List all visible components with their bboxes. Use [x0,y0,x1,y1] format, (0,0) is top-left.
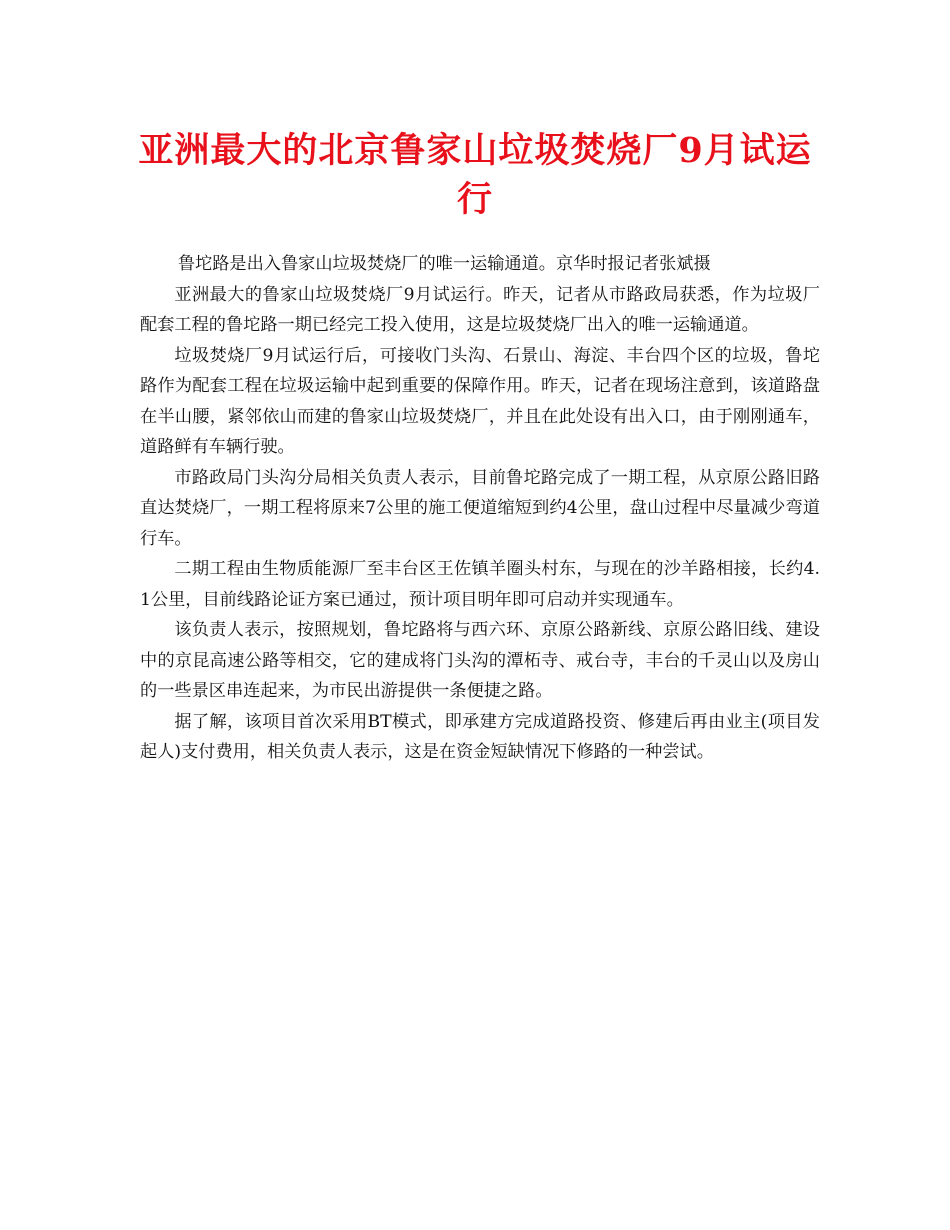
paragraph-bt-model: 据了解，该项目首次采用BT模式，即承建方完成道路投资、修建后再由业主(项目发起人)支付费用，相关负责人表示，这是在资金短缺情况下修路的一种尝试。 [140,711,820,762]
paragraph-intro: 亚洲最大的鲁家山垃圾焚烧厂9月试运行。昨天，记者从市路政局获悉，作为垃圾厂配套工程的鲁坨路一期已经完工投入使用，这是垃圾焚烧厂出入的唯一运输通道。 [140,284,820,335]
article-body [140,249,820,768]
paragraph-trial-operation: 垃圾焚烧厂9月试运行后，可接收门头沟、石景山、海淀、丰台四个区的垃圾，鲁坨路作为配套工程在垃圾运输中起到重要的保障作用。昨天，记者在现场注意到，该道路盘在半山腰，紧邻依山而建的鲁家山垃圾焚烧厂，并且在此处设有出入口，由于刚刚通车，道路鲜有车辆行驶。 [140,345,820,457]
paragraph-phase-one: 市路政局门头沟分局相关负责人表示，目前鲁坨路完成了一期工程，从京原公路旧路直达焚烧厂，一期工程将原来7公里的施工便道缩短到约4公里，盘山过程中尽量减少弯道行车。 [140,467,820,549]
article-title: 亚洲最大的北京鲁家山垃圾焚烧厂9月试运行 [138,130,812,220]
photo-caption: 鲁坨路是出入鲁家山垃圾焚烧厂的唯一运输通道。京华时报记者张斌摄 [177,254,711,274]
paragraph-planning: 该负责人表示，按照规划，鲁坨路将与西六环、京原公路新线、京原公路旧线、建设中的京昆高速公路等相交，它的建成将门头沟的潭柘寺、戒台寺，丰台的千灵山以及房山的一些景区串连起来，为市民出游提供一条便捷之路。 [140,620,820,701]
paragraph-phase-two: 二期工程由生物质能源厂至丰台区王佐镇羊圈头村东，与现在的沙羊路相接，长约4.1公里，目前线路论证方案已通过，预计项目明年即可启动并实现通车。 [140,559,820,610]
